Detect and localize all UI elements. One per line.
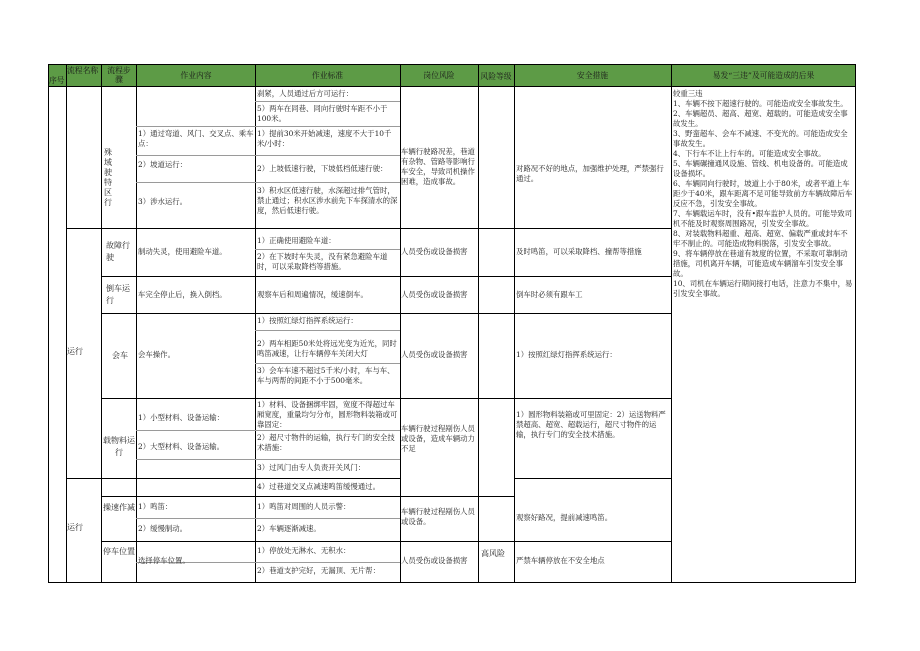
step-label: 会车 xyxy=(112,351,128,360)
row-divider xyxy=(101,541,514,542)
step-label: 殊域驶特区行 xyxy=(104,148,112,207)
step-label: 操速作减 xyxy=(103,503,135,512)
content-cell: 制动失灵，使用避险车道。 xyxy=(138,247,227,256)
row-divider xyxy=(514,313,671,314)
col-divider xyxy=(136,64,137,583)
row-divider xyxy=(514,541,671,542)
risk-cell: 车辆行驶过程剐伤人员或设备。 xyxy=(401,507,475,526)
risk-cell: 人员受伤或设备损害 xyxy=(401,350,468,359)
inner-line xyxy=(136,155,400,156)
standard-cell: 4）过巷道交叉点减速鸣笛缓慢通过。 xyxy=(257,482,380,491)
inner-line xyxy=(136,182,400,183)
standard-cell: 2）巷道支护完好，无漏顶、无片帮： xyxy=(257,566,380,575)
header-process-step: 流程步骤 xyxy=(107,66,131,84)
standard-cell: 3）积水区低速行驶，水深超过排气管时，禁止通过；积水区涉水前先下车探清水的深度，然后低速行驶。 xyxy=(257,186,398,215)
col-divider xyxy=(101,64,102,583)
standard-cell: 刹紧，人员通过后方可运行： xyxy=(257,89,354,98)
row-divider xyxy=(514,478,671,479)
process-name: 运行 xyxy=(67,347,83,356)
content-cell: 1）鸣笛： xyxy=(138,502,173,511)
step-label: 倒车运行 xyxy=(106,284,130,305)
step-label: 载物料运行 xyxy=(103,436,135,457)
content-cell: 2）缓慢制动。 xyxy=(138,524,188,533)
row-divider xyxy=(514,398,671,399)
content-cell: 2）大型材料、设备运输。 xyxy=(138,442,225,451)
step-label: 故障行驶 xyxy=(106,241,130,262)
header-risk-level: 风险等级 xyxy=(480,72,512,81)
measure-cell: 1）圆形物料装箱或可里固定：2）运送物料严禁超高、超宽、超载运行，超尺寸物件的运输，执行专门的安全技术措施。 xyxy=(516,410,666,439)
violations-list xyxy=(673,89,853,299)
content-cell: 1）小型材料、设备运输： xyxy=(138,413,225,422)
violation-item: 5、车辆碾撞通风设施、管线、机电设备的。可能造成设备损坏。 xyxy=(673,159,848,178)
violation-item: 2、车辆超员、超高、超宽、超载的。可能造成安全事故发生。 xyxy=(673,109,848,128)
row-divider xyxy=(101,398,514,399)
measure-cell: 对路况不好的地点，加强维护处理，严禁强行通过。 xyxy=(516,164,664,183)
content-cell: 选择停车位置。 xyxy=(138,556,190,565)
risk-cell: 人员受伤或设备损害 xyxy=(401,247,468,256)
col-divider xyxy=(514,64,515,583)
risk-level-cell: 高风险 xyxy=(481,549,505,558)
violation-item: 9、将车辆停放在巷道有坡度的位置，不采取可靠制动措施，司机离开车辆，可能造成车辆溜车引发安全事故。 xyxy=(673,249,848,278)
standard-cell: 1）材料、设备捆绑牢固，宽度不得超过车厢宽度，重量均匀分布，圆形物料装箱或可靠固定： xyxy=(257,400,398,429)
measure-cell: 1）按照红绿灯指挥系统运行： xyxy=(516,350,617,359)
risk-cell: 车辆行驶路况差，巷道有杂物、管路等影响行车安全，导致司机操作困难，造成事故。 xyxy=(401,147,475,186)
standard-cell: 1）按照红绿灯指挥系统运行： xyxy=(257,316,358,325)
content-cell: 1）通过弯道、风门、交叉点、乘车点： xyxy=(138,129,254,148)
row-divider xyxy=(66,478,101,479)
standard-cell: 2）车辆逐渐减速。 xyxy=(257,524,321,533)
risk-cell: 车辆行驶过程剐伤人员或设备，造成车辆动力不足 xyxy=(401,424,475,453)
standard-cell: 1）鸣笛对周围的人员示警： xyxy=(257,502,351,511)
header-violations: 易发“三违”及可能造成的后果 xyxy=(712,71,815,80)
violation-item: 6、车辆同向行驶时，坡道上小于80米，或者平道上车距少于40米，跟车距离不足可能导致前方车辆故障后车反应不急，引发安全事故。 xyxy=(673,179,853,208)
header-safety-measures: 安全措施 xyxy=(576,71,609,80)
header-seq: 序号 xyxy=(49,76,65,85)
row-divider xyxy=(101,276,514,277)
measure-cell: 及时鸣笛，可以采取降档、撞帮等措施 xyxy=(516,247,642,256)
col-divider xyxy=(671,64,672,583)
col-divider xyxy=(400,64,401,583)
header-work-standard: 作业标准 xyxy=(311,71,344,80)
row-divider xyxy=(136,478,400,479)
standard-cell: 3）会车车速不超过5千米/小时，车与车、车与两帮的间距不小于500毫米。 xyxy=(257,366,395,385)
violation-item: 1、车辆不按下超速行驶的。可能造成安全事故发生。 xyxy=(673,99,848,108)
col-divider xyxy=(255,64,256,583)
measure-cell: 严禁车辆停放在不安全地点 xyxy=(516,556,605,565)
risk-cell: 人员受伤或设备损害 xyxy=(401,290,468,299)
measure-cell: 倒车时必须有跟车工 xyxy=(516,290,583,299)
row-divider xyxy=(101,478,136,479)
header-post-risk: 岗位风险 xyxy=(423,71,455,80)
process-name: 运行 xyxy=(67,523,83,532)
row-divider xyxy=(66,228,101,229)
standard-cell: 3）过风门由专人负责开关风门： xyxy=(257,463,366,472)
step-label: 停车位置 xyxy=(103,547,135,556)
inner-line xyxy=(255,101,400,102)
standard-cell: 2）超尺寸物件的运输，执行专门的安全技术措施： xyxy=(257,433,395,452)
inner-line xyxy=(255,249,400,250)
measure-cell: 观察好路况，提前减速鸣笛。 xyxy=(516,513,613,522)
content-cell: 车完全停止后，换入倒档。 xyxy=(138,290,227,299)
col-divider xyxy=(478,64,479,583)
standard-cell: 5）两车在同巷、同向行驶时车距不小于100米。 xyxy=(257,104,388,123)
row-divider xyxy=(514,228,671,229)
standard-cell: 1）正确使用避险车道： xyxy=(257,236,336,245)
standard-cell: 1）提前30米开始减速，速度不大于10千米/小时： xyxy=(257,129,392,148)
content-cell: 3）涉水运行。 xyxy=(138,197,188,206)
table-border-right xyxy=(855,64,856,583)
row-divider xyxy=(101,228,514,229)
standard-cell: 1）停放处无淋水、无积水： xyxy=(257,546,351,555)
row-divider xyxy=(514,276,671,277)
inner-line xyxy=(255,363,400,364)
standard-cell: 2）在下坡时车失灵，没有紧急避险车道时，可以采取降档等措施。 xyxy=(257,252,388,271)
header-process-name: 流程名称 xyxy=(67,66,99,75)
content-cell: 2）坡道运行： xyxy=(138,160,188,169)
violation-item: 7、车辆载运车时，没有•跟车监护人员的。可能导致司机不能及时观察周围路况，引发安全事故。 xyxy=(673,209,853,228)
violation-item: 4、下行车不让上行车的。可能造成安全事故。 xyxy=(673,149,826,158)
risk-cell: 人员受伤或设备损害 xyxy=(401,556,468,565)
inner-line xyxy=(255,330,400,331)
violation-item: 8、对装载物料超重、超高、超宽、偏载严重或封车不牢不制止的。可能造成物料脱落，引发安全事故。 xyxy=(673,229,848,248)
table-border-left xyxy=(48,64,49,583)
violation-item: 较重三违 xyxy=(673,89,703,98)
row-divider xyxy=(101,496,514,497)
inner-line xyxy=(136,459,400,460)
inner-line xyxy=(136,126,400,127)
table-border-bottom xyxy=(48,582,856,583)
violation-item: 3、野蛮超车、会车不减速、不变光的。可能造成安全事故发生。 xyxy=(673,129,848,148)
violation-item: 10、司机在车辆运行期间接打电话，注意力不集中，易引发安全事故。 xyxy=(673,279,853,298)
col-divider xyxy=(66,64,67,583)
standard-cell: 观察车后和周遍情况，缓速倒车。 xyxy=(257,290,368,299)
header-work-content: 作业内容 xyxy=(180,71,212,80)
inner-line xyxy=(136,430,400,431)
standard-cell: 2）上坡低速行驶，下坡低档低速行驶： xyxy=(257,164,388,173)
content-cell: 会车操作。 xyxy=(138,350,175,359)
inner-line xyxy=(136,518,400,519)
standard-cell: 2）两车相距50米处将远光变为近光，同时鸣笛减速，让行车辆停车关闭大灯 xyxy=(257,339,397,358)
header-bottom-line xyxy=(48,86,856,87)
table-border-top xyxy=(48,64,856,65)
row-divider xyxy=(101,313,514,314)
